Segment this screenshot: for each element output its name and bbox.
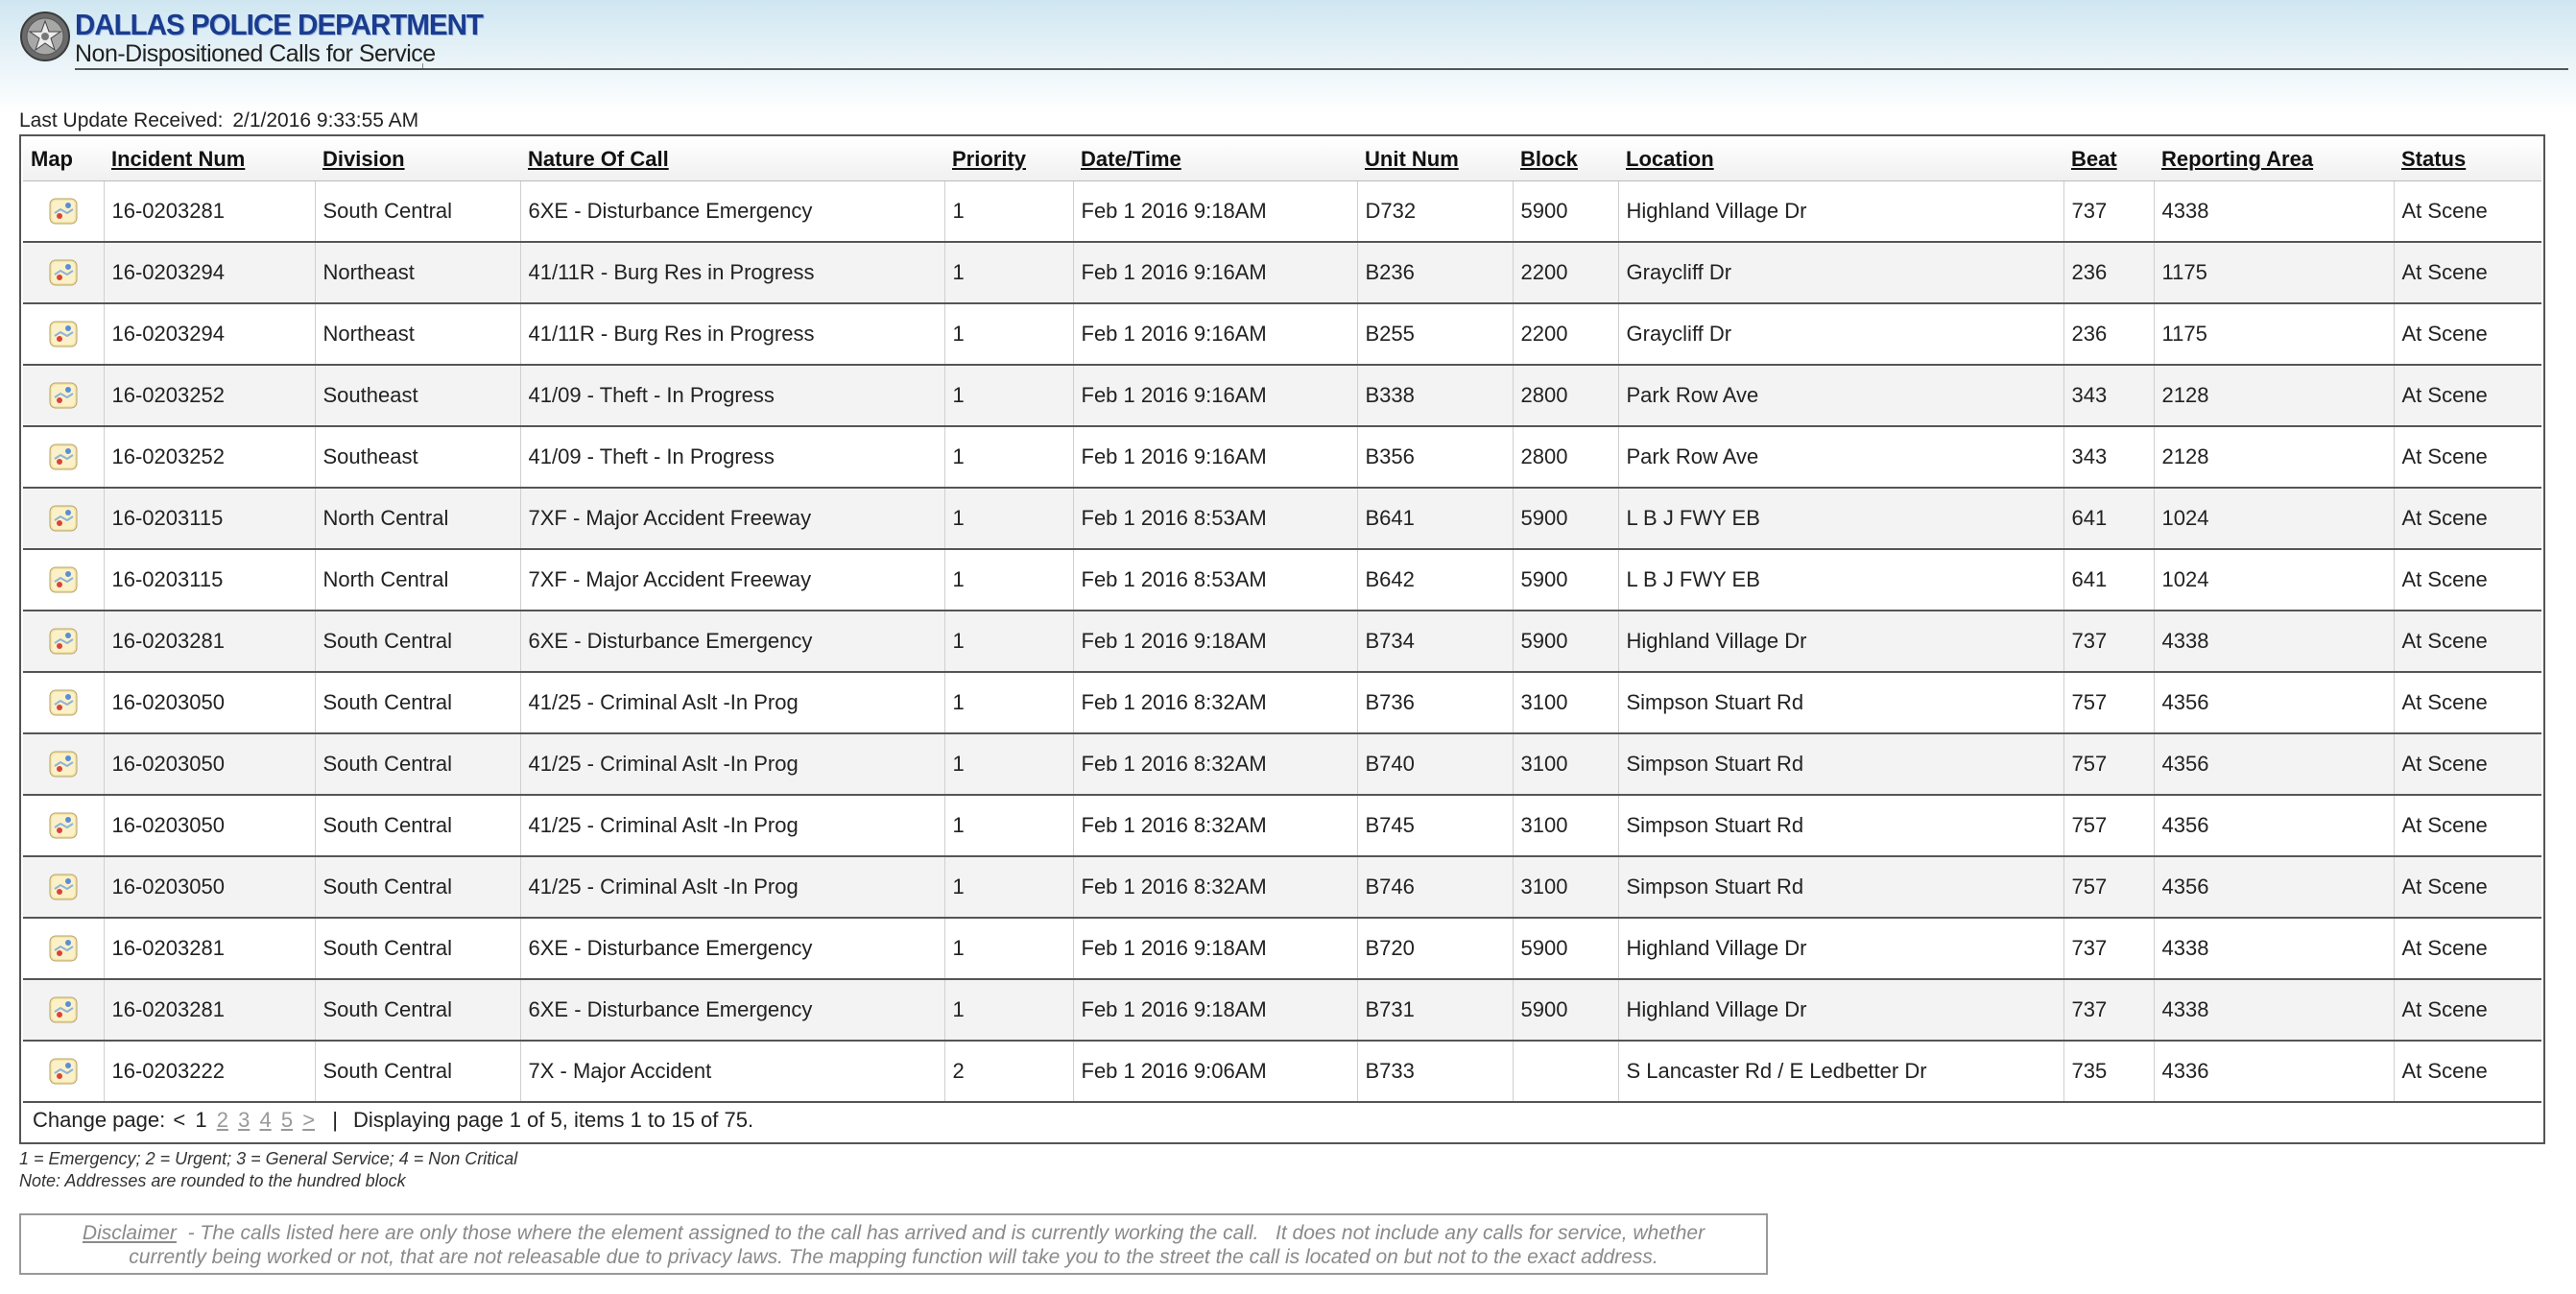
cell-beat: 236: [2063, 303, 2154, 365]
column-header-division[interactable]: Division: [315, 138, 520, 180]
map-icon[interactable]: [46, 563, 81, 597]
cell-block: 2200: [1513, 303, 1618, 365]
cell-block: 3100: [1513, 672, 1618, 733]
cell-division: South Central: [315, 611, 520, 672]
cell-status: At Scene: [2394, 549, 2541, 611]
cell-division: South Central: [315, 856, 520, 918]
column-header-map: Map: [23, 138, 104, 180]
cell-reporting-area: 1175: [2154, 303, 2394, 365]
map-cell: [23, 549, 104, 611]
disclaimer-text-2: currently being worked or not, that are not releasable due to privacy laws. The mapping function will take you to the street the call is located on but not to the exact address.: [129, 1246, 1658, 1268]
map-cell: [23, 918, 104, 979]
cell-priority: 1: [944, 733, 1073, 795]
table-row: [23, 856, 2541, 918]
cell-division: South Central: [315, 1041, 520, 1102]
cell-priority: 1: [944, 488, 1073, 549]
map-icon[interactable]: [46, 194, 81, 228]
cell-priority: 1: [944, 365, 1073, 426]
cell-location: Highland Village Dr: [1618, 611, 2063, 672]
cell-block: 5900: [1513, 549, 1618, 611]
priority-legend: 1 = Emergency; 2 = Urgent; 3 = General Service; 4 = Non Critical: [19, 1149, 518, 1168]
cell-location: Simpson Stuart Rd: [1618, 856, 2063, 918]
map-cell: [23, 795, 104, 856]
cell-incident-num: 16-0203115: [104, 488, 315, 549]
cell-location: L B J FWY EB: [1618, 549, 2063, 611]
cell-priority: 1: [944, 795, 1073, 856]
last-update-value: 2/1/2016 9:33:55 AM: [232, 109, 419, 132]
cell-date-time: Feb 1 2016 9:16AM: [1073, 365, 1357, 426]
pager-next[interactable]: >: [302, 1108, 316, 1132]
cell-date-time: Feb 1 2016 8:32AM: [1073, 672, 1357, 733]
cell-unit-num: B736: [1357, 672, 1513, 733]
map-icon[interactable]: [46, 501, 81, 536]
cell-date-time: Feb 1 2016 9:16AM: [1073, 426, 1357, 488]
table-row: [23, 426, 2541, 488]
cell-unit-num: B745: [1357, 795, 1513, 856]
cell-location: S Lancaster Rd / E Ledbetter Dr: [1618, 1041, 2063, 1102]
cell-status: At Scene: [2394, 303, 2541, 365]
pager: [23, 1100, 2541, 1140]
map-icon[interactable]: [46, 931, 81, 966]
cell-location: L B J FWY EB: [1618, 488, 2063, 549]
cell-block: 2200: [1513, 242, 1618, 303]
cell-beat: 737: [2063, 180, 2154, 242]
cell-priority: 1: [944, 303, 1073, 365]
cell-nature-of-call: 6XE - Disturbance Emergency: [520, 979, 944, 1041]
cell-division: South Central: [315, 979, 520, 1041]
cell-date-time: Feb 1 2016 9:06AM: [1073, 1041, 1357, 1102]
cell-date-time: Feb 1 2016 9:18AM: [1073, 979, 1357, 1041]
pager-page-5[interactable]: 5: [280, 1108, 294, 1132]
cell-unit-num: B720: [1357, 918, 1513, 979]
map-icon[interactable]: [46, 685, 81, 720]
map-cell: [23, 426, 104, 488]
pager-summary: Displaying page 1 of 5, items 1 to 15 of 75.: [353, 1108, 754, 1132]
cell-beat: 236: [2063, 242, 2154, 303]
cell-beat: 343: [2063, 365, 2154, 426]
cell-status: At Scene: [2394, 242, 2541, 303]
cell-block: 5900: [1513, 918, 1618, 979]
cell-incident-num: 16-0203252: [104, 426, 315, 488]
table-row: [23, 611, 2541, 672]
cell-date-time: Feb 1 2016 8:32AM: [1073, 856, 1357, 918]
cell-status: At Scene: [2394, 795, 2541, 856]
table-row: [23, 365, 2541, 426]
cell-status: At Scene: [2394, 733, 2541, 795]
cell-reporting-area: 1175: [2154, 242, 2394, 303]
map-cell: [23, 488, 104, 549]
cell-priority: 1: [944, 180, 1073, 242]
cell-nature-of-call: 41/11R - Burg Res in Progress: [520, 242, 944, 303]
cell-reporting-area: 4356: [2154, 856, 2394, 918]
cell-date-time: Feb 1 2016 8:53AM: [1073, 549, 1357, 611]
table-row: [23, 1041, 2541, 1102]
cell-reporting-area: 4338: [2154, 979, 2394, 1041]
map-icon[interactable]: [46, 1054, 81, 1089]
cell-beat: 641: [2063, 488, 2154, 549]
pager-page-4[interactable]: 4: [259, 1108, 272, 1132]
cell-beat: 757: [2063, 672, 2154, 733]
table-row: [23, 549, 2541, 611]
cell-incident-num: 16-0203050: [104, 672, 315, 733]
cell-priority: 1: [944, 611, 1073, 672]
cell-unit-num: B731: [1357, 979, 1513, 1041]
disclaimer: [19, 1213, 1768, 1275]
cell-unit-num: B734: [1357, 611, 1513, 672]
site-header: [0, 0, 2576, 72]
cell-status: At Scene: [2394, 488, 2541, 549]
cell-nature-of-call: 41/25 - Criminal Aslt -In Prog: [520, 733, 944, 795]
map-icon[interactable]: [46, 870, 81, 904]
cell-incident-num: 16-0203115: [104, 549, 315, 611]
map-icon[interactable]: [46, 440, 81, 474]
map-icon[interactable]: [46, 747, 81, 781]
cell-beat: 641: [2063, 549, 2154, 611]
cell-status: At Scene: [2394, 979, 2541, 1041]
table-row: [23, 795, 2541, 856]
cell-nature-of-call: 7XF - Major Accident Freeway: [520, 549, 944, 611]
cell-date-time: Feb 1 2016 8:53AM: [1073, 488, 1357, 549]
cell-block: 5900: [1513, 180, 1618, 242]
cell-beat: 757: [2063, 795, 2154, 856]
cell-block: 2800: [1513, 365, 1618, 426]
cell-incident-num: 16-0203281: [104, 979, 315, 1041]
calls-table: [23, 138, 2541, 1103]
map-icon[interactable]: [46, 317, 81, 351]
cell-nature-of-call: 7X - Major Accident: [520, 1041, 944, 1102]
cell-status: At Scene: [2394, 672, 2541, 733]
cell-unit-num: B746: [1357, 856, 1513, 918]
cell-unit-num: B733: [1357, 1041, 1513, 1102]
cell-location: Simpson Stuart Rd: [1618, 795, 2063, 856]
column-header-block[interactable]: Block: [1513, 138, 1618, 180]
cell-nature-of-call: 41/25 - Criminal Aslt -In Prog: [520, 672, 944, 733]
map-icon[interactable]: [46, 808, 81, 843]
cell-location: Graycliff Dr: [1618, 303, 2063, 365]
cell-incident-num: 16-0203281: [104, 611, 315, 672]
map-icon[interactable]: [46, 993, 81, 1027]
cell-priority: 2: [944, 1041, 1073, 1102]
cell-division: Northeast: [315, 242, 520, 303]
calls-table-body: [23, 180, 2541, 1102]
map-icon[interactable]: [46, 624, 81, 659]
cell-nature-of-call: 41/09 - Theft - In Progress: [520, 365, 944, 426]
disclaimer-title: Disclaimer: [82, 1222, 177, 1244]
cell-unit-num: B356: [1357, 426, 1513, 488]
cell-date-time: Feb 1 2016 9:18AM: [1073, 611, 1357, 672]
pager-label: Change page:: [33, 1108, 166, 1132]
address-note: Note: Addresses are rounded to the hundred block: [19, 1171, 406, 1190]
cell-beat: 757: [2063, 733, 2154, 795]
cell-division: Southeast: [315, 365, 520, 426]
cell-division: Southeast: [315, 426, 520, 488]
table-row: [23, 733, 2541, 795]
column-header-nature-of-call[interactable]: Nature Of Call: [520, 138, 944, 180]
cell-date-time: Feb 1 2016 9:18AM: [1073, 918, 1357, 979]
column-header-beat[interactable]: Beat: [2063, 138, 2154, 180]
cell-status: At Scene: [2394, 856, 2541, 918]
cell-reporting-area: 4356: [2154, 795, 2394, 856]
cell-nature-of-call: 6XE - Disturbance Emergency: [520, 918, 944, 979]
calls-grid: [19, 134, 2545, 1144]
cell-block: 5900: [1513, 611, 1618, 672]
cell-status: At Scene: [2394, 365, 2541, 426]
cell-division: North Central: [315, 488, 520, 549]
map-icon[interactable]: [46, 378, 81, 413]
pager-page-2[interactable]: 2: [216, 1108, 228, 1132]
cell-block: 3100: [1513, 795, 1618, 856]
cell-division: Northeast: [315, 303, 520, 365]
cell-reporting-area: 4356: [2154, 733, 2394, 795]
header-divider: [75, 68, 2568, 70]
cell-location: Simpson Stuart Rd: [1618, 733, 2063, 795]
cell-division: South Central: [315, 180, 520, 242]
cell-location: Highland Village Dr: [1618, 180, 2063, 242]
column-header-date-time[interactable]: Date/Time: [1073, 138, 1357, 180]
cell-division: North Central: [315, 549, 520, 611]
map-cell: [23, 1041, 104, 1102]
table-row: [23, 672, 2541, 733]
map-cell: [23, 611, 104, 672]
cell-unit-num: B740: [1357, 733, 1513, 795]
map-cell: [23, 180, 104, 242]
cell-date-time: Feb 1 2016 9:18AM: [1073, 180, 1357, 242]
cell-location: Graycliff Dr: [1618, 242, 2063, 303]
cell-beat: 737: [2063, 611, 2154, 672]
cell-incident-num: 16-0203252: [104, 365, 315, 426]
cell-block: 2800: [1513, 426, 1618, 488]
map-cell: [23, 672, 104, 733]
cell-status: At Scene: [2394, 1041, 2541, 1102]
cell-nature-of-call: 41/25 - Criminal Aslt -In Prog: [520, 795, 944, 856]
cell-reporting-area: 1024: [2154, 549, 2394, 611]
pager-separator: |: [332, 1108, 338, 1132]
cell-reporting-area: 1024: [2154, 488, 2394, 549]
cell-beat: 343: [2063, 426, 2154, 488]
column-header-priority[interactable]: Priority: [944, 138, 1073, 180]
cell-nature-of-call: 41/11R - Burg Res in Progress: [520, 303, 944, 365]
column-header-status[interactable]: Status: [2394, 138, 2541, 180]
map-icon[interactable]: [46, 255, 81, 290]
cell-location: Highland Village Dr: [1618, 979, 2063, 1041]
disclaimer-text-1: - The calls listed here are only those where the element assigned to the call has arrived and is currently working the call. It does not include any calls for service, whether: [176, 1222, 1705, 1244]
table-row: [23, 242, 2541, 303]
cell-unit-num: B338: [1357, 365, 1513, 426]
cell-unit-num: B642: [1357, 549, 1513, 611]
table-header-row: [23, 138, 2541, 180]
pager-current-page: 1: [195, 1108, 207, 1132]
cell-date-time: Feb 1 2016 8:32AM: [1073, 795, 1357, 856]
cell-priority: 1: [944, 426, 1073, 488]
disclaimer-line-1: [21, 1221, 1766, 1245]
column-header-unit-num[interactable]: Unit Num: [1357, 138, 1513, 180]
cell-priority: 1: [944, 918, 1073, 979]
cell-nature-of-call: 6XE - Disturbance Emergency: [520, 611, 944, 672]
cell-unit-num: B641: [1357, 488, 1513, 549]
cell-nature-of-call: 41/09 - Theft - In Progress: [520, 426, 944, 488]
cell-incident-num: 16-0203050: [104, 733, 315, 795]
cell-reporting-area: 4338: [2154, 180, 2394, 242]
cell-reporting-area: 4336: [2154, 1041, 2394, 1102]
cell-reporting-area: 4338: [2154, 611, 2394, 672]
cell-division: South Central: [315, 672, 520, 733]
cell-status: At Scene: [2394, 918, 2541, 979]
cell-date-time: Feb 1 2016 9:16AM: [1073, 242, 1357, 303]
cell-location: Park Row Ave: [1618, 365, 2063, 426]
cell-unit-num: B255: [1357, 303, 1513, 365]
cell-location: Park Row Ave: [1618, 426, 2063, 488]
cell-status: At Scene: [2394, 611, 2541, 672]
cell-incident-num: 16-0203281: [104, 918, 315, 979]
map-cell: [23, 303, 104, 365]
cell-incident-num: 16-0203281: [104, 180, 315, 242]
column-header-reporting-area[interactable]: Reporting Area: [2154, 138, 2394, 180]
cell-incident-num: 16-0203050: [104, 795, 315, 856]
cell-incident-num: 16-0203222: [104, 1041, 315, 1102]
cell-division: South Central: [315, 918, 520, 979]
cell-block: 5900: [1513, 979, 1618, 1041]
table-row: [23, 303, 2541, 365]
cell-priority: 1: [944, 549, 1073, 611]
cell-location: Simpson Stuart Rd: [1618, 672, 2063, 733]
cell-beat: 737: [2063, 979, 2154, 1041]
cell-priority: 1: [944, 856, 1073, 918]
police-badge-icon: [19, 4, 71, 69]
cell-beat: 737: [2063, 918, 2154, 979]
map-cell: [23, 733, 104, 795]
cell-division: South Central: [315, 733, 520, 795]
cell-priority: 1: [944, 979, 1073, 1041]
map-cell: [23, 979, 104, 1041]
cell-date-time: Feb 1 2016 8:32AM: [1073, 733, 1357, 795]
cell-division: South Central: [315, 795, 520, 856]
table-row: [23, 979, 2541, 1041]
cell-block: 3100: [1513, 856, 1618, 918]
table-row: [23, 918, 2541, 979]
cell-block: [1513, 1041, 1618, 1102]
cell-beat: 735: [2063, 1041, 2154, 1102]
pager-prev[interactable]: <: [173, 1108, 186, 1132]
map-cell: [23, 856, 104, 918]
cell-date-time: Feb 1 2016 9:16AM: [1073, 303, 1357, 365]
cell-reporting-area: 2128: [2154, 365, 2394, 426]
cell-nature-of-call: 6XE - Disturbance Emergency: [520, 180, 944, 242]
last-update: [19, 109, 418, 132]
cell-incident-num: 16-0203294: [104, 242, 315, 303]
last-update-label: Last Update Received:: [19, 109, 224, 132]
cell-unit-num: B236: [1357, 242, 1513, 303]
map-cell: [23, 365, 104, 426]
cell-nature-of-call: 41/25 - Criminal Aslt -In Prog: [520, 856, 944, 918]
cell-status: At Scene: [2394, 180, 2541, 242]
cell-block: 5900: [1513, 488, 1618, 549]
cell-incident-num: 16-0203294: [104, 303, 315, 365]
column-header-incident-num[interactable]: Incident Num: [104, 138, 315, 180]
cell-reporting-area: 4338: [2154, 918, 2394, 979]
cell-reporting-area: 2128: [2154, 426, 2394, 488]
cell-nature-of-call: 7XF - Major Accident Freeway: [520, 488, 944, 549]
column-header-location[interactable]: Location: [1618, 138, 2063, 180]
cell-priority: 1: [944, 242, 1073, 303]
cell-beat: 757: [2063, 856, 2154, 918]
table-row: [23, 488, 2541, 549]
cell-priority: 1: [944, 672, 1073, 733]
cell-status: At Scene: [2394, 426, 2541, 488]
table-row: [23, 180, 2541, 242]
cell-location: Highland Village Dr: [1618, 918, 2063, 979]
map-cell: [23, 242, 104, 303]
page-subtitle: Non-Dispositioned Calls for Service: [75, 40, 436, 67]
cell-unit-num: D732: [1357, 180, 1513, 242]
cell-block: 3100: [1513, 733, 1618, 795]
cell-incident-num: 16-0203050: [104, 856, 315, 918]
cell-reporting-area: 4356: [2154, 672, 2394, 733]
department-name: DALLAS POLICE DEPARTMENT: [75, 8, 483, 41]
pager-page-3[interactable]: 3: [238, 1108, 250, 1132]
